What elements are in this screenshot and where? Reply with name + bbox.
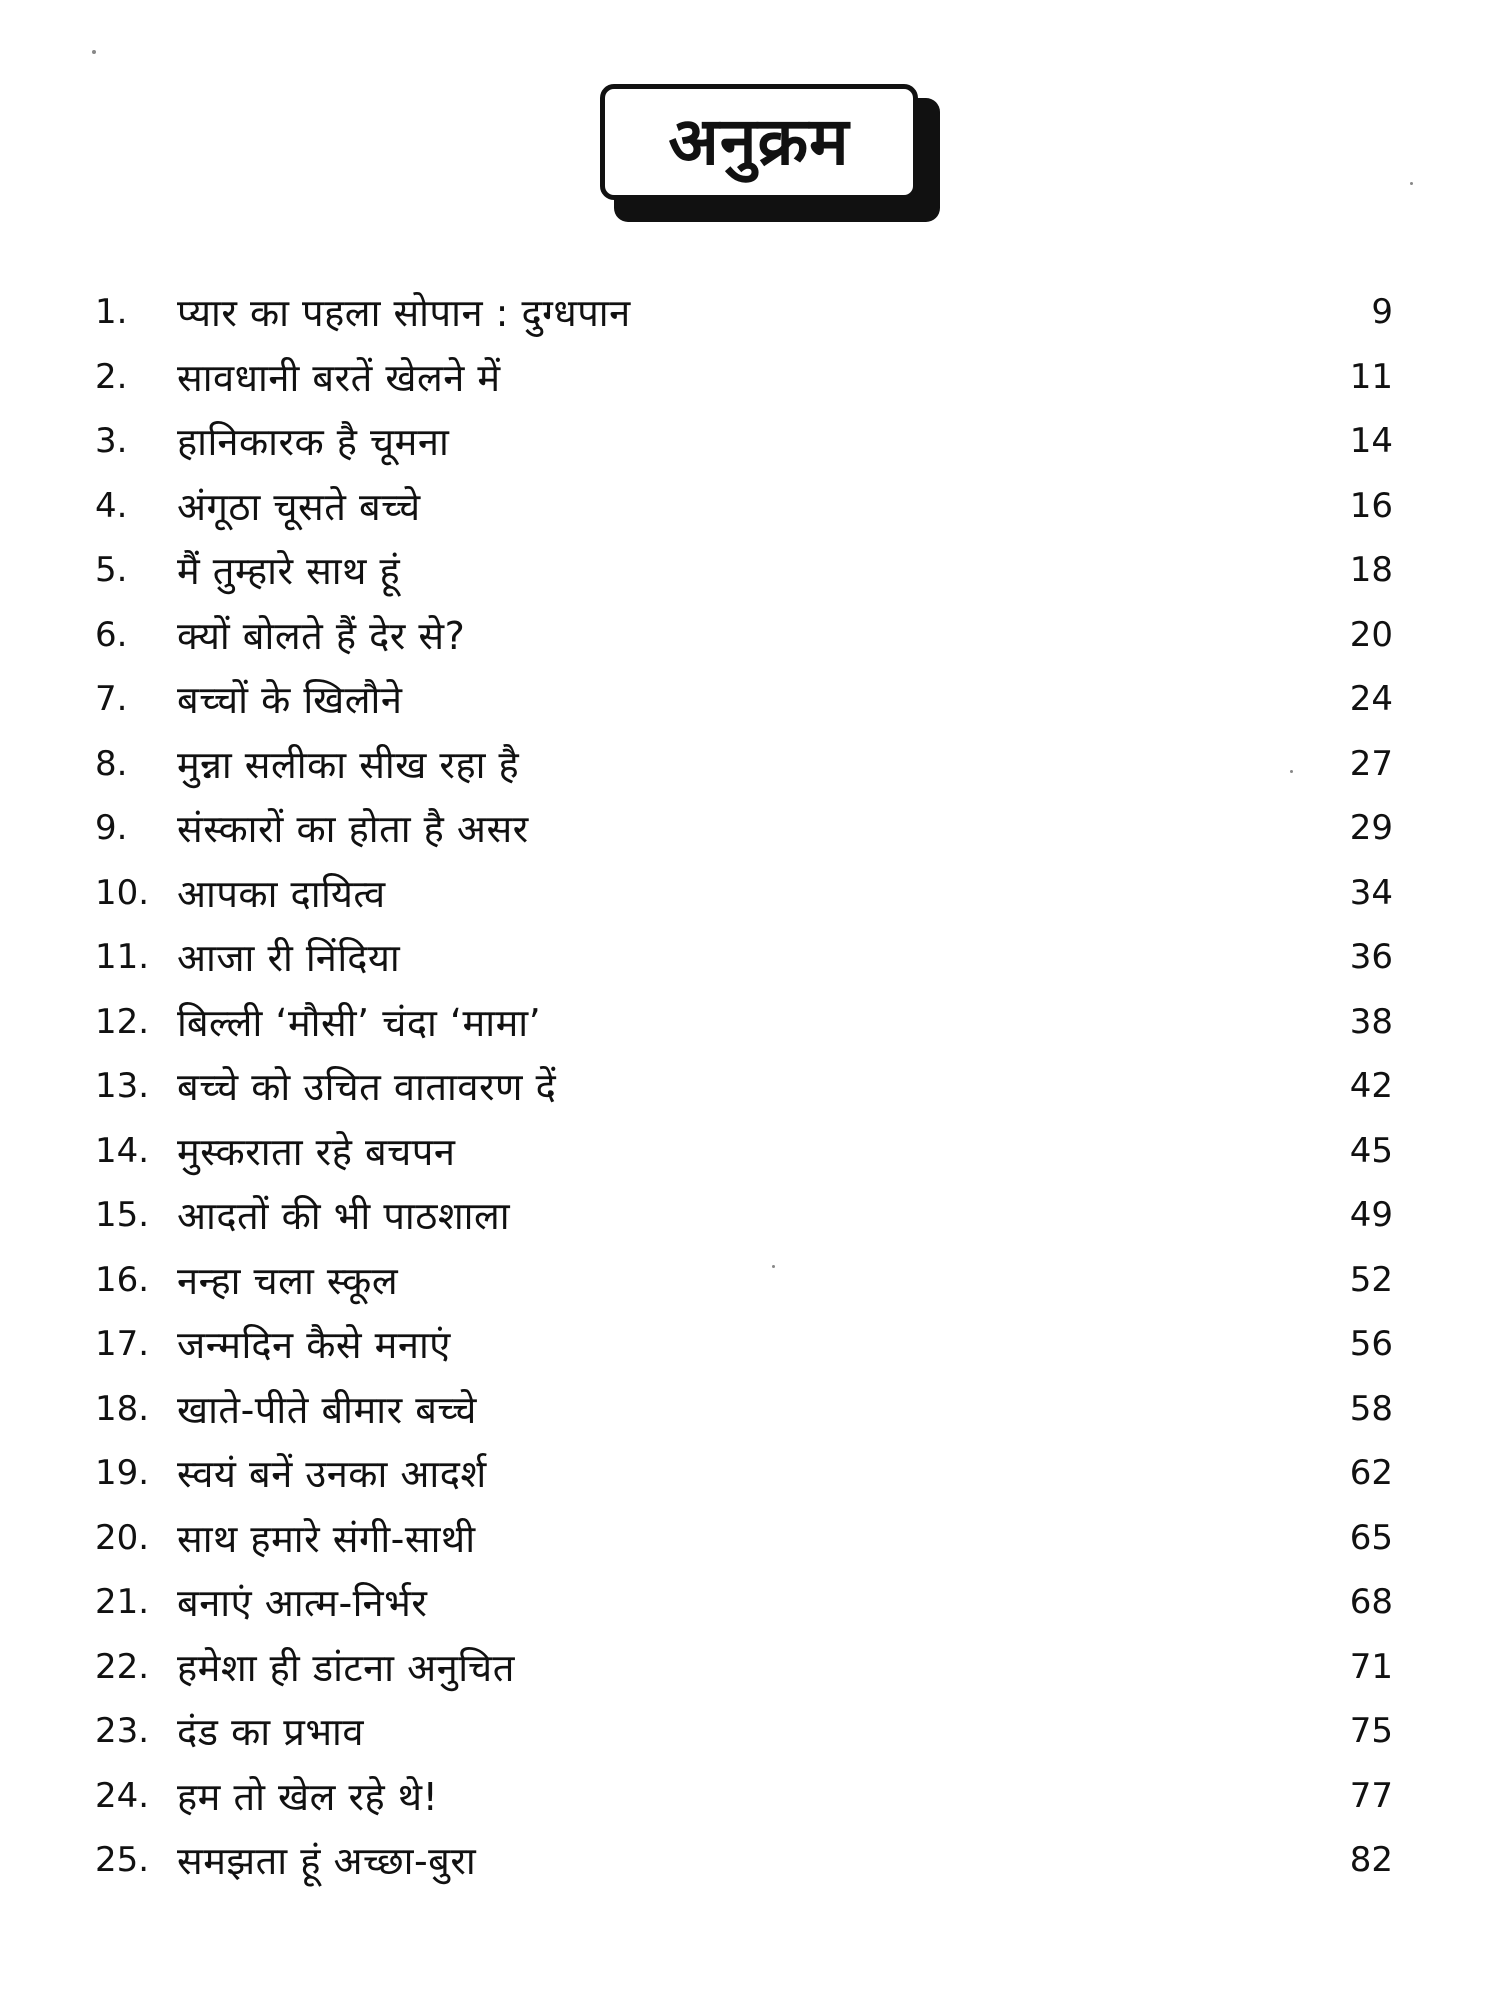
toc-entry-title: जन्मदिन कैसे मनाएं xyxy=(177,1323,451,1368)
toc-entry-title: मैं तुम्हारे साथ हूं xyxy=(177,549,401,594)
toc-entry-page-number: 24 xyxy=(1349,679,1393,720)
toc-entry xyxy=(95,1828,1435,1893)
toc-entry xyxy=(95,1764,1435,1829)
toc-entry-number: 8. xyxy=(95,743,128,784)
scan-speck xyxy=(92,50,96,54)
toc-entry xyxy=(95,1312,1435,1377)
toc-entry-number: 9. xyxy=(95,808,128,849)
toc-entry xyxy=(95,1377,1435,1442)
toc-entry xyxy=(95,603,1435,668)
toc-entry-title: सावधानी बरतें खेलने में xyxy=(177,355,501,400)
toc-entry-title: मुस्कराता रहे बचपन xyxy=(177,1129,456,1174)
toc-entry-title: समझता हूं अच्छा-बुरा xyxy=(177,1839,477,1884)
toc-entry-page-number: 45 xyxy=(1349,1130,1393,1171)
toc-entry xyxy=(95,925,1435,990)
toc-entry-number: 4. xyxy=(95,485,128,526)
toc-entry xyxy=(95,409,1435,474)
page-title: अनुक्रम xyxy=(668,103,850,180)
toc-entry-number: 10. xyxy=(95,872,150,913)
toc-entry-title: आपका दायित्व xyxy=(177,871,386,916)
toc-entry-number: 17. xyxy=(95,1324,150,1365)
toc-entry xyxy=(95,1570,1435,1635)
toc-entry-number: 24. xyxy=(95,1775,150,1816)
toc-entry-title: आदतों की भी पाठशाला xyxy=(177,1194,511,1239)
toc-entry-page-number: 27 xyxy=(1349,743,1393,784)
toc-entry-title: क्यों बोलते हैं देर से? xyxy=(177,613,466,658)
toc-entry-number: 12. xyxy=(95,1001,150,1042)
toc-entry-page-number: 36 xyxy=(1349,937,1393,978)
toc-entry-number: 5. xyxy=(95,550,128,591)
toc-entry-page-number: 62 xyxy=(1349,1453,1393,1494)
toc-entry xyxy=(95,1248,1435,1313)
toc-entry-page-number: 42 xyxy=(1349,1066,1393,1107)
toc-entry-title: मुन्ना सलीका सीख रहा है xyxy=(177,742,520,787)
toc-entry-page-number: 49 xyxy=(1349,1195,1393,1236)
toc-entry xyxy=(95,667,1435,732)
toc-entry-page-number: 9 xyxy=(1371,292,1393,333)
scan-speck xyxy=(1410,182,1413,185)
toc-entry-title: साथ हमारे संगी-साथी xyxy=(177,1516,476,1561)
toc-entry-title: खाते-पीते बीमार बच्चे xyxy=(177,1387,477,1432)
toc-entry-number: 25. xyxy=(95,1840,150,1881)
toc-entry-page-number: 71 xyxy=(1349,1646,1393,1687)
toc-entry-page-number: 29 xyxy=(1349,808,1393,849)
table-of-contents xyxy=(95,280,1435,1893)
toc-entry-number: 21. xyxy=(95,1582,150,1623)
toc-entry-page-number: 18 xyxy=(1349,550,1393,591)
toc-entry-title: नन्हा चला स्कूल xyxy=(177,1258,399,1303)
toc-entry-title: संस्कारों का होता है असर xyxy=(177,807,529,852)
toc-entry-title: दंड का प्रभाव xyxy=(177,1710,364,1755)
toc-entry-page-number: 65 xyxy=(1349,1517,1393,1558)
toc-entry-number: 3. xyxy=(95,421,128,462)
toc-entry xyxy=(95,796,1435,861)
toc-entry-number: 2. xyxy=(95,356,128,397)
toc-entry-title: हमेशा ही डांटना अनुचित xyxy=(177,1645,515,1690)
toc-entry-number: 11. xyxy=(95,937,150,978)
toc-entry-title: बच्चों के खिलौने xyxy=(177,678,403,723)
toc-entry-page-number: 56 xyxy=(1349,1324,1393,1365)
toc-entry-page-number: 16 xyxy=(1349,485,1393,526)
toc-entry-number: 13. xyxy=(95,1066,150,1107)
toc-entry-title: बच्चे को उचित वातावरण दें xyxy=(177,1065,557,1110)
toc-entry-title: हानिकारक है चूमना xyxy=(177,420,450,465)
toc-entry xyxy=(95,861,1435,926)
toc-entry-title: प्यार का पहला सोपान : दुग्धपान xyxy=(177,291,631,336)
toc-entry-page-number: 38 xyxy=(1349,1001,1393,1042)
toc-entry-title: हम तो खेल रहे थे! xyxy=(177,1774,439,1819)
toc-entry-page-number: 58 xyxy=(1349,1388,1393,1429)
toc-entry xyxy=(95,1699,1435,1764)
toc-entry xyxy=(95,1183,1435,1248)
toc-entry xyxy=(95,474,1435,539)
toc-entry xyxy=(95,538,1435,603)
toc-entry xyxy=(95,732,1435,797)
toc-entry-page-number: 14 xyxy=(1349,421,1393,462)
toc-entry-number: 15. xyxy=(95,1195,150,1236)
toc-entry xyxy=(95,345,1435,410)
toc-entry-page-number: 20 xyxy=(1349,614,1393,655)
toc-entry-page-number: 68 xyxy=(1349,1582,1393,1623)
toc-entry-number: 22. xyxy=(95,1646,150,1687)
toc-entry-number: 16. xyxy=(95,1259,150,1300)
toc-entry-title: अंगूठा चूसते बच्चे xyxy=(177,484,421,529)
toc-entry-title: आजा री निंदिया xyxy=(177,936,401,981)
toc-entry-number: 23. xyxy=(95,1711,150,1752)
toc-entry xyxy=(95,1054,1435,1119)
heading-box-frame xyxy=(600,84,918,200)
toc-entry-number: 6. xyxy=(95,614,128,655)
toc-entry-title: बिल्ली ‘मौसी’ चंदा ‘मामा’ xyxy=(177,1000,542,1045)
toc-entry-page-number: 11 xyxy=(1349,356,1393,397)
toc-entry-number: 20. xyxy=(95,1517,150,1558)
toc-entry-page-number: 52 xyxy=(1349,1259,1393,1300)
toc-entry xyxy=(95,1441,1435,1506)
toc-entry-number: 18. xyxy=(95,1388,150,1429)
toc-entry xyxy=(95,280,1435,345)
toc-entry-page-number: 34 xyxy=(1349,872,1393,913)
toc-entry xyxy=(95,1506,1435,1571)
toc-entry-number: 1. xyxy=(95,292,128,333)
toc-entry xyxy=(95,990,1435,1055)
toc-entry xyxy=(95,1119,1435,1184)
toc-entry xyxy=(95,1635,1435,1700)
heading-box xyxy=(600,84,930,210)
toc-entry-number: 19. xyxy=(95,1453,150,1494)
toc-entry-page-number: 82 xyxy=(1349,1840,1393,1881)
toc-entry-page-number: 75 xyxy=(1349,1711,1393,1752)
toc-entry-number: 7. xyxy=(95,679,128,720)
toc-entry-page-number: 77 xyxy=(1349,1775,1393,1816)
toc-entry-title: स्वयं बनें उनका आदर्श xyxy=(177,1452,487,1497)
toc-entry-title: बनाएं आत्म-निर्भर xyxy=(177,1581,428,1626)
toc-entry-number: 14. xyxy=(95,1130,150,1171)
